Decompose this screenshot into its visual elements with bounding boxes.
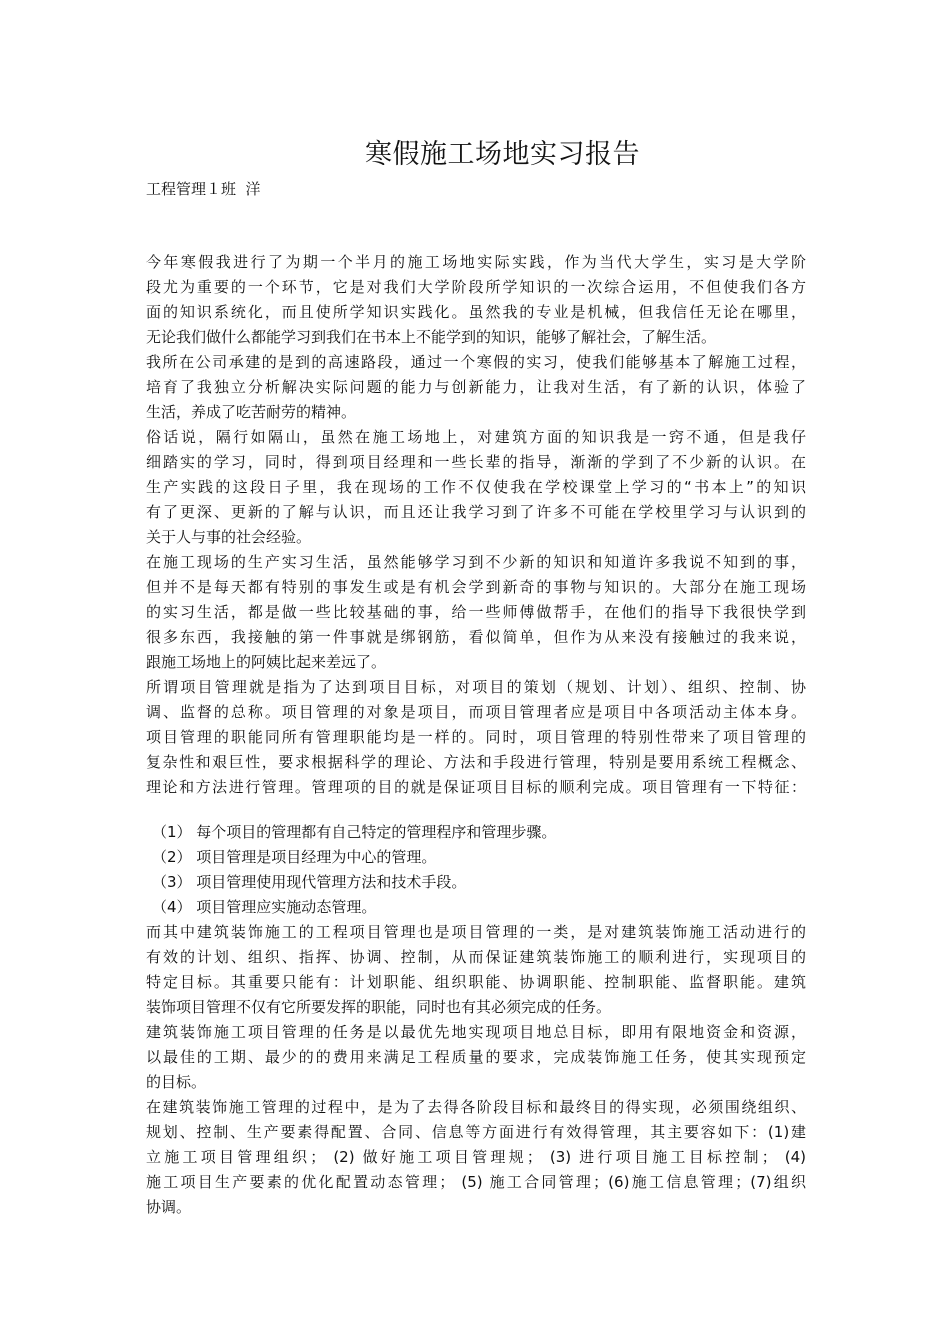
body-text-line: 细踏实的学习，同时，得到项目经理和一些长辈的指导，渐渐的学到了不少新的认识。在 <box>146 453 806 471</box>
body-text-line: 立施工项目管理组织； (2) 做好施工项目管理规； (3) 进行项目施工目标控制； (4) <box>146 1148 806 1166</box>
body-text-line: 项目管理的职能同所有管理职能均是一样的。同时，项目管理的特别性带来了项目管理的 <box>146 728 806 746</box>
body-text-line: 而其中建筑装饰施工的工程项目管理也是项目管理的一类，是对建筑装饰施工活动进行的 <box>146 923 806 941</box>
body-text-line: 但并不是每天都有特别的事发生或是有机会学到新奇的事物与知识的。大部分在施工现场 <box>146 578 806 596</box>
body-text-line: 生产实践的这段日子里，我在现场的工作不仅使我在学校课堂上学习的“书本上”的知识 <box>146 478 806 496</box>
body-section-management <box>146 920 806 1220</box>
paragraph-gap <box>146 800 806 820</box>
body-text-line: 生活，养成了吃苦耐劳的精神。 <box>146 403 357 421</box>
body-text-line: 跟施工场地上的阿姨比起来差远了。 <box>146 653 387 671</box>
body-text-line: 理论和方法进行管理。管理项的目的就是保证项目目标的顺利完成。项目管理有一下特征： <box>146 778 806 796</box>
body-text-line: 关于人与事的社会经验。 <box>146 528 312 546</box>
document-title: 寒假施工场地实习报告 <box>365 139 640 170</box>
body-text-line: 所谓项目管理就是指为了达到项目目标，对项目的策划（规划、计划）、组织、控制、协 <box>146 678 806 696</box>
feature-list-item: （4） 项目管理应实施动态管理。 <box>152 898 377 916</box>
body-text-line: 复杂性和艰巨性，要求根据科学的理论、方法和手段进行管理，特别是要用系统工程概念、 <box>146 753 806 771</box>
feature-list <box>146 820 806 920</box>
body-text-line: 有效的计划、组织、指挥、协调、控制，从而保证建筑装饰施工的顺利进行，实现项目的 <box>146 948 806 966</box>
body-text-line: 的目标。 <box>146 1073 207 1091</box>
author-line: 工程管理１班 洋 <box>146 180 261 198</box>
body-text-line: 施工项目生产要素的优化配置动态管理； (5) 施工合同管理；(6)施工信息管理；(7)组织 <box>146 1173 806 1191</box>
document-body <box>146 250 806 1220</box>
body-text-line: 有了更深、更新的了解与认识，而且还让我学习到了许多不可能在学校里学习与认识到的 <box>146 503 806 521</box>
body-text-line: 调、监督的总称。项目管理的对象是项目，而项目管理者应是项目中各项活动主体本身。 <box>146 703 806 721</box>
body-text-line: 俗话说，隔行如隔山，虽然在施工场地上，对建筑方面的知识我是一窍不通，但是我仔 <box>146 428 806 446</box>
body-text-line: 在建筑装饰施工管理的过程中，是为了去得各阶段目标和最终目的得实现，必须围绕组织、 <box>146 1098 806 1116</box>
feature-list-item: （3） 项目管理使用现代管理方法和技术手段。 <box>152 873 467 891</box>
body-text-line: 在施工现场的生产实习生活，虽然能够学习到不少新的知识和知道许多我说不知到的事， <box>146 553 806 571</box>
body-text-line: 面的知识系统化，而且使所学知识实践化。虽然我的专业是机械，但我信任无论在哪里， <box>146 303 806 321</box>
body-text-line: 很多东西，我接触的第一件事就是绑钢筋，看似简单，但作为从来没有接触过的我来说， <box>146 628 806 646</box>
feature-list-item: （1） 每个项目的管理都有自己特定的管理程序和管理步骤。 <box>152 823 557 841</box>
body-text-line: 段尤为重要的一个环节，它是对我们大学阶段所学知识的一次综合运用，不但使我们各方 <box>146 278 806 296</box>
body-text-line: 建筑装饰施工项目管理的任务是以最优先地实现项目地总目标，即用有限地资金和资源， <box>146 1023 806 1041</box>
body-text-line: 以最佳的工期、最少的的费用来满足工程质量的要求，完成装饰施工任务，使其实现预定 <box>146 1048 806 1066</box>
body-text-line: 培育了我独立分析解决实际问题的能力与创新能力，让我对生活，有了新的认识，体验了 <box>146 378 806 396</box>
feature-list-item: （2） 项目管理是项目经理为中心的管理。 <box>152 848 437 866</box>
body-text-line: 无论我们做什么都能学习到我们在书本上不能学到的知识，能够了解社会，了解生活。 <box>146 328 717 346</box>
body-text-line: 我所在公司承建的是到的高速路段，通过一个寒假的实习，使我们能够基本了解施工过程， <box>146 353 806 371</box>
body-text-line: 特定目标。其重要只能有：计划职能、组织职能、协调职能、控制职能、监督职能。建筑 <box>146 973 806 991</box>
body-section-intro <box>146 250 806 800</box>
body-text-line: 今年寒假我进行了为期一个半月的施工场地实际实践，作为当代大学生，实习是大学阶 <box>146 253 806 271</box>
body-text-line: 装饰项目管理不仅有它所要发挥的职能，同时也有其必须完成的任务。 <box>146 998 612 1016</box>
body-text-line: 协调。 <box>146 1198 192 1216</box>
body-text-line: 规划、控制、生产要素得配置、合同、信息等方面进行有效得管理，其主要容如下：(1)建 <box>146 1123 806 1141</box>
body-text-line: 的实习生活，都是做一些比较基础的事，给一些师傅做帮手，在他们的指导下我很快学到 <box>146 603 806 621</box>
